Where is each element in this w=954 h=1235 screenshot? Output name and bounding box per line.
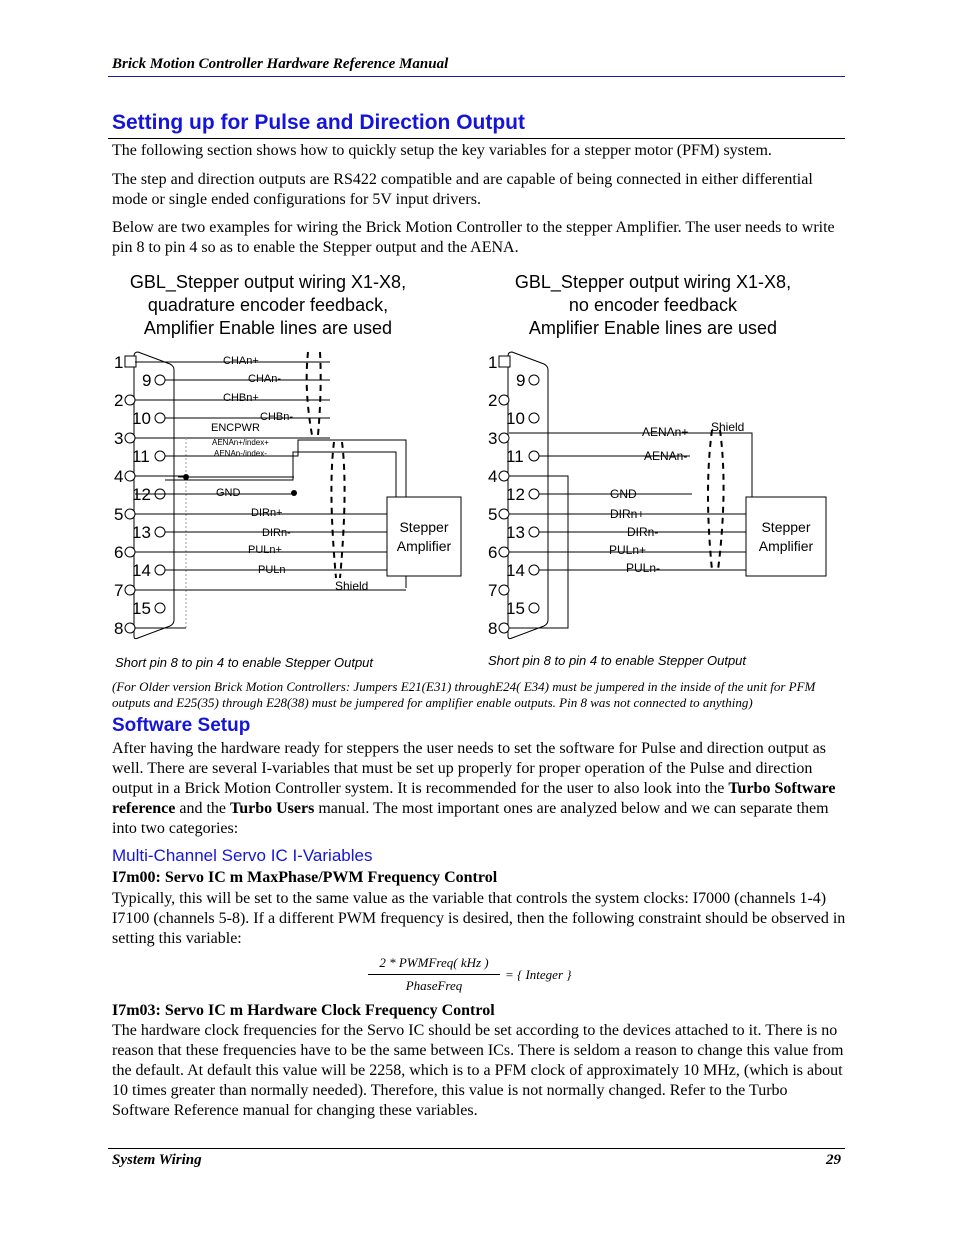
pin-hole [125, 433, 135, 443]
pin-number: 2 [488, 391, 498, 410]
pin-number: 11 [506, 447, 524, 466]
signal-label: DIRn- [627, 525, 659, 539]
para-examples: Below are two examples for wiring the Brick Motion Controller to the stepper Amplifier. The user needs to write pin 8 to pin 4 so as to enable the Stepper output and the AENA. [112, 219, 835, 256]
pin-hole [125, 471, 135, 481]
i7m00-text: Typically, this will be set to the same value as the variable that controls the system clocks: I7000 (channels 1-4) I7100 (channels 5-8). If a different PWM frequency is desired, then the following constraint should be observed in setting this variable: [112, 890, 846, 947]
pin-number: 2 [114, 391, 124, 410]
pin-number: 8 [114, 619, 124, 638]
pin-hole [529, 565, 539, 575]
header-rule [108, 76, 845, 77]
pin-number: 13 [132, 523, 151, 542]
formula-rhs: = { Integer } [505, 967, 572, 982]
software-setup-title: Software Setup [112, 715, 251, 736]
left-diagram-title [88, 271, 448, 340]
left-title-line2: quadrature encoder feedback, [147, 295, 389, 315]
signal-label: PULn- [258, 564, 290, 576]
stepper-amplifier-box [746, 497, 826, 576]
signal-label: CHAn- [248, 373, 282, 385]
pin-hole [529, 489, 539, 499]
pin-hole [529, 413, 539, 423]
software-text: manual. The most important ones are analyzed below and we can separate them into two categories: [112, 800, 829, 837]
right-diagram-caption: Short pin 8 to pin 4 to enable Stepper Output [488, 653, 747, 668]
pin-number: 8 [488, 619, 498, 638]
stepper-amplifier-box [387, 497, 461, 576]
software-text: After having the hardware ready for steppers the user needs to set the software for Pulse and direction output as well. There are several I-variables that must be set up properly for proper operation of the Pulse and direction output in a Brick Motion Controller system. It is recommended for the user to also look into the [112, 740, 826, 797]
pin-number: 10 [132, 409, 151, 428]
right-title-line1: GBL_Stepper output wiring X1-X8, [514, 272, 792, 292]
left-title-line3: Amplifier Enable lines are used [143, 318, 393, 338]
signal-label: GND [610, 487, 637, 501]
pin-number: 5 [114, 505, 124, 524]
i7m03-text: The hardware clock frequencies for the Servo IC should be set according to the devices attached to it. There is no reason that these frequencies have to be the same between ICs. There is seldom a reason to change this value from the default. At default this value will be 2258, which is to a PFM clock of approximately 10 MHz, (which is about 10 times greater than normally needed). Therefore, this value is not normally changed. Refer to the Turbo Software Reference manual for changing these variables. [112, 1022, 844, 1119]
signal-label: DIRn+ [251, 507, 283, 519]
signal-label: AENAn-/index- [214, 449, 267, 458]
signal-label: ENCPWR [211, 422, 260, 434]
pin-number: 13 [506, 523, 525, 542]
pin-hole [499, 547, 509, 557]
signal-label: DIRn- [262, 527, 291, 539]
signal-label: PULn+ [248, 544, 282, 556]
pin-hole [155, 603, 165, 613]
multi-channel-title: Multi-Channel Servo IC I-Variables [112, 846, 373, 865]
pin-1-square [125, 356, 136, 367]
signal-label: DIRn+ [610, 507, 645, 521]
signal-label: AENAn- [644, 449, 688, 463]
pin-number: 7 [114, 581, 124, 600]
pin-number: 4 [114, 467, 124, 486]
pin-number: 6 [488, 543, 498, 562]
footer-rule [108, 1148, 845, 1149]
amp-label: Stepper [761, 519, 811, 535]
para-intro: The following section shows how to quickly setup the key variables for a stepper motor (PFM) system. [112, 142, 772, 159]
pin-hole [125, 509, 135, 519]
amp-label: Amplifier [396, 538, 452, 554]
signal-label: CHBn- [260, 411, 294, 423]
section-title-rule [108, 138, 845, 139]
pin-hole [529, 451, 539, 461]
pin-number: 3 [114, 429, 124, 448]
pin-number: 1 [114, 353, 124, 372]
pin-hole [529, 375, 539, 385]
pin-hole [125, 623, 135, 633]
pin-hole [155, 413, 165, 423]
pin-number: 15 [506, 599, 525, 618]
pin-number: 14 [506, 561, 525, 580]
left-diagram-caption: Short pin 8 to pin 4 to enable Stepper Output [115, 655, 374, 670]
amp-label: Stepper [399, 519, 449, 535]
pin-hole [529, 603, 539, 613]
software-text: and the [175, 800, 231, 817]
pin-hole [125, 547, 135, 557]
signal-label: CHBn+ [223, 392, 259, 404]
right-diagram-title [473, 271, 833, 340]
pin-hole [155, 375, 165, 385]
pin-hole [125, 395, 135, 405]
signal-label: GND [216, 487, 241, 499]
left-wiring-diagram [108, 340, 478, 650]
pin-hole [125, 585, 135, 595]
pin-hole [155, 565, 165, 575]
shield-label: Shield [335, 579, 369, 593]
pin-number: 15 [132, 599, 151, 618]
pin-number: 12 [132, 485, 151, 504]
pin-hole [499, 471, 509, 481]
fraction-bar [368, 974, 500, 975]
pin-number: 1 [488, 353, 498, 372]
right-title-line3: Amplifier Enable lines are used [528, 318, 778, 338]
junction-dot [291, 490, 297, 496]
pin-number: 6 [114, 543, 124, 562]
page-number: 29 [826, 1152, 841, 1168]
pin-number: 5 [488, 505, 498, 524]
pin-number: 9 [142, 371, 152, 390]
signal-label: AENAn+/index+ [212, 438, 269, 447]
pin-number: 3 [488, 429, 498, 448]
pin-number: 10 [506, 409, 525, 428]
para-rs422: The step and direction outputs are RS422 compatible and are capable of being connected in either differential mode or single ended configurations for 5V input drivers. [112, 171, 813, 208]
pin-number: 14 [132, 561, 151, 580]
pin-hole [529, 527, 539, 537]
pin-hole [499, 433, 509, 443]
pin-hole [499, 395, 509, 405]
pin-number: 7 [488, 581, 498, 600]
turbo-users: Turbo Users [230, 800, 315, 817]
turbo-software-reference: Turbo Software reference [112, 780, 836, 817]
right-title-line2: no encoder feedback [568, 295, 738, 315]
pin-hole [155, 451, 165, 461]
signal-label: CHAn+ [223, 355, 259, 367]
i7m03-title: I7m03: Servo IC m Hardware Clock Frequency Control [112, 1002, 495, 1019]
older-version-note: (For Older version Brick Motion Controllers: Jumpers E21(E31) throughE24( E34) must be jumpered in the inside of the unit for PFM outputs and E25(35) through E28(38) must be jumpered for amplifier enable outputs. Pin 8 was not connected to anything) [112, 679, 816, 710]
pin-hole [499, 623, 509, 633]
pin-number: 11 [132, 447, 150, 466]
pin-number: 4 [488, 467, 498, 486]
signal-label: PULn- [626, 561, 661, 575]
manual-title: Brick Motion Controller Hardware Reference Manual [112, 56, 449, 72]
shield-label: Shield [711, 420, 745, 434]
pin-number: 9 [516, 371, 526, 390]
pin-hole [155, 527, 165, 537]
junction-dot [183, 474, 189, 480]
footer-section: System Wiring [112, 1152, 202, 1168]
pin-hole [499, 509, 509, 519]
pwm-formula [368, 955, 588, 999]
i7m00-title: I7m00: Servo IC m MaxPhase/PWM Frequency Control [112, 869, 498, 886]
left-title-line1: GBL_Stepper output wiring X1-X8, [129, 272, 407, 292]
shield-loops [708, 430, 724, 570]
amp-label: Amplifier [758, 538, 814, 554]
formula-denominator: PhaseFreq [405, 978, 463, 993]
signal-label: PULn+ [609, 543, 647, 557]
signal-label: AENAn+ [642, 425, 689, 439]
formula-numerator: 2 * PWMFreq( kHz ) [379, 955, 489, 970]
right-wiring-diagram [482, 340, 828, 650]
pin-1-square [499, 356, 510, 367]
pin-number: 12 [506, 485, 525, 504]
pin-hole [499, 585, 509, 595]
software-setup-para [112, 739, 847, 839]
shield-loops [307, 352, 345, 578]
section-title: Setting up for Pulse and Direction Output [112, 111, 525, 134]
